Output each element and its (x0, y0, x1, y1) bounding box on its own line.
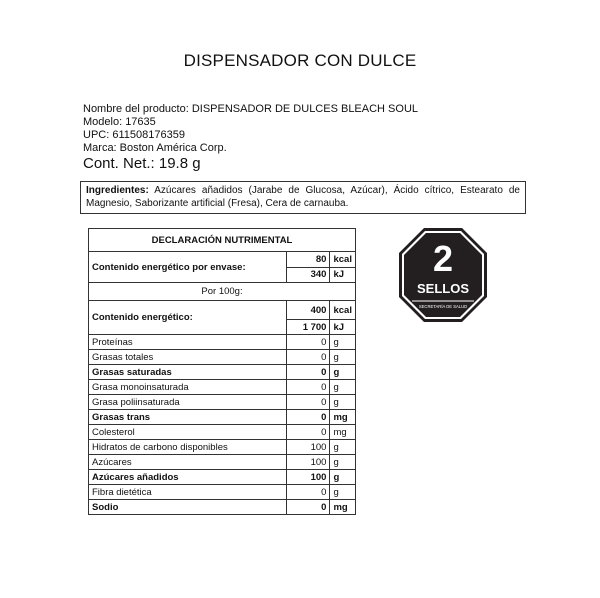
nutrition-header: DECLARACIÓN NUTRIMENTAL (89, 229, 356, 252)
nutrient-unit: g (330, 485, 356, 500)
nutrient-row (89, 470, 356, 485)
per100-row (89, 283, 356, 301)
package-energy-kj: 340 (286, 267, 330, 283)
kj-unit: kJ (330, 320, 356, 335)
per100-label: Por 100g: (89, 283, 356, 301)
nutrient-unit: g (330, 350, 356, 365)
nutrition-table (88, 228, 356, 515)
nutrient-label: Sodio (89, 500, 287, 515)
nutrient-row (89, 410, 356, 425)
nutrient-label: Grasa poliinsaturada (89, 395, 287, 410)
nutrient-label: Azúcares añadidos (89, 470, 287, 485)
kcal-unit: kcal (330, 252, 356, 268)
nutrient-value: 0 (286, 335, 330, 350)
nutrient-value: 0 (286, 350, 330, 365)
nutrient-unit: mg (330, 500, 356, 515)
nutrition-header-row (89, 229, 356, 252)
nutrient-label: Colesterol (89, 425, 287, 440)
nutrient-label: Hidratos de carbono disponibles (89, 440, 287, 455)
nutrient-row (89, 440, 356, 455)
seal-word: SELLOS (416, 281, 470, 296)
nutrient-value: 0 (286, 500, 330, 515)
ingredients-label: Ingredientes: (86, 185, 149, 196)
ingredients-box (80, 181, 526, 214)
nutrient-row (89, 395, 356, 410)
nutrient-unit: g (330, 380, 356, 395)
nutrient-label: Azúcares (89, 455, 287, 470)
nutrient-label: Grasas trans (89, 410, 287, 425)
kcal-unit: kcal (330, 301, 356, 320)
kj-unit: kJ (330, 267, 356, 283)
nutrient-row (89, 380, 356, 395)
product-upc: UPC: 611508176359 (83, 129, 185, 141)
nutrient-unit: g (330, 455, 356, 470)
nutrient-unit: g (330, 440, 356, 455)
package-energy-label: Contenido energético por envase: (89, 252, 287, 283)
nutrient-row (89, 365, 356, 380)
nutrient-label: Grasas totales (89, 350, 287, 365)
product-info (83, 103, 418, 172)
nutrient-row (89, 500, 356, 515)
nutrient-value: 0 (286, 425, 330, 440)
nutrient-unit: mg (330, 425, 356, 440)
nutrient-value: 0 (286, 485, 330, 500)
nutrient-label: Grasa monoinsaturada (89, 380, 287, 395)
nutrient-unit: g (330, 395, 356, 410)
package-energy-kcal: 80 (286, 252, 330, 268)
nutrient-unit: mg (330, 410, 356, 425)
nutrient-row (89, 425, 356, 440)
nutrient-label: Fibra dietética (89, 485, 287, 500)
nutrient-row (89, 455, 356, 470)
product-brand: Marca: Boston América Corp. (83, 142, 227, 154)
energy-label: Contenido energético: (89, 301, 287, 335)
nutrient-unit: g (330, 365, 356, 380)
nutrient-row (89, 485, 356, 500)
nutrient-row (89, 350, 356, 365)
nutrient-value: 100 (286, 440, 330, 455)
energy-kj: 1 700 (286, 320, 330, 335)
nutrient-unit: g (330, 470, 356, 485)
nutrient-label: Proteínas (89, 335, 287, 350)
nutrient-value: 0 (286, 365, 330, 380)
ingredients-text: Azúcares añadidos (Jarabe de Glucosa, Azúcar), Ácido cítrico, Estearato de Magnesio, Saborizante artificial (Fresa), Cera de carnauba. (86, 185, 520, 209)
seal-authority: SECRETARÍA DE SALUD (418, 304, 468, 309)
energy-kcal-row (89, 301, 356, 320)
seal-number: 2 (432, 238, 454, 279)
product-name: Nombre del producto: DISPENSADOR DE DULCES BLEACH SOUL (83, 103, 419, 115)
nutrient-value: 0 (286, 395, 330, 410)
energy-kcal: 400 (286, 301, 330, 320)
product-model: Modelo: 17635 (83, 116, 156, 128)
nutrient-value: 0 (286, 380, 330, 395)
nutrient-value: 100 (286, 455, 330, 470)
nutrient-label: Grasas saturadas (89, 365, 287, 380)
nutrient-unit: g (330, 335, 356, 350)
nutrient-row (89, 335, 356, 350)
nutrient-value: 100 (286, 470, 330, 485)
warning-seal-octagon (398, 227, 488, 323)
package-energy-kcal-row (89, 252, 356, 268)
net-content: Cont. Net.: 19.8 g (83, 155, 201, 172)
page-title: DISPENSADOR CON DULCE (183, 51, 417, 70)
nutrient-value: 0 (286, 410, 330, 425)
